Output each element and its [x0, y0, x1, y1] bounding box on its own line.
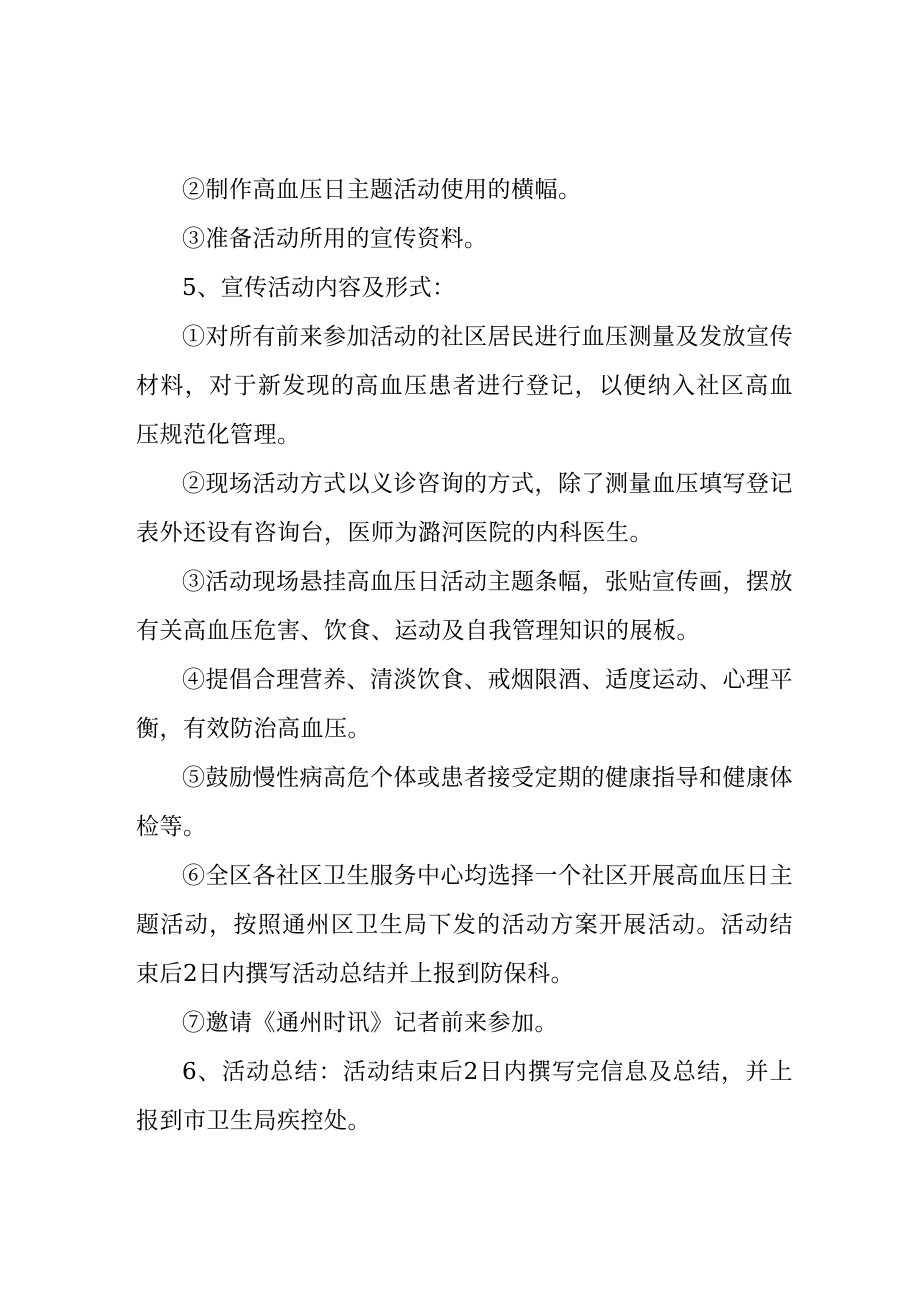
paragraph-section-6-summary: 6、活动总结：活动结束后2日内撰写完信息及总结，并上报到市卫生局疾控处。 [136, 1059, 793, 1134]
paragraph-banner: ②制作高血压日主题活动使用的横幅。 [182, 177, 582, 203]
paragraph-item-1: ①对所有前来参加活动的社区居民进行血压测量及发放宣传材料，对于新发现的高血压患者进行登记，以便纳入社区高血压规范化管理。 [136, 324, 793, 448]
document-body [136, 166, 793, 1146]
paragraph-item-4: ④提倡合理营养、清淡饮食、戒烟限酒、适度运动、心理平衡，有效防治高血压。 [136, 667, 793, 742]
paragraph-item-3: ③活动现场悬挂高血压日活动主题条幅，张贴宣传画，摆放有关高血压危害、饮食、运动及自我管理知识的展板。 [136, 569, 793, 644]
paragraph-item-5: ⑤鼓励慢性病高危个体或患者接受定期的健康指导和健康体检等。 [136, 765, 793, 840]
paragraph-item-6: ⑥全区各社区卫生服务中心均选择一个社区开展高血压日主题活动，按照通州区卫生局下发的活动方案开展活动。活动结束后2日内撰写活动总结并上报到防保科。 [136, 863, 793, 987]
paragraph-materials: ③准备活动所用的宣传资料。 [182, 226, 488, 252]
paragraph-item-2: ②现场活动方式以义诊咨询的方式，除了测量血压填写登记表外还设有咨询台，医师为潞河医院的内科医生。 [136, 471, 793, 546]
paragraph-section-5-heading: 5、宣传活动内容及形式： [182, 275, 456, 301]
paragraph-item-7: ⑦邀请《通州时讯》记者前来参加。 [182, 1010, 558, 1036]
